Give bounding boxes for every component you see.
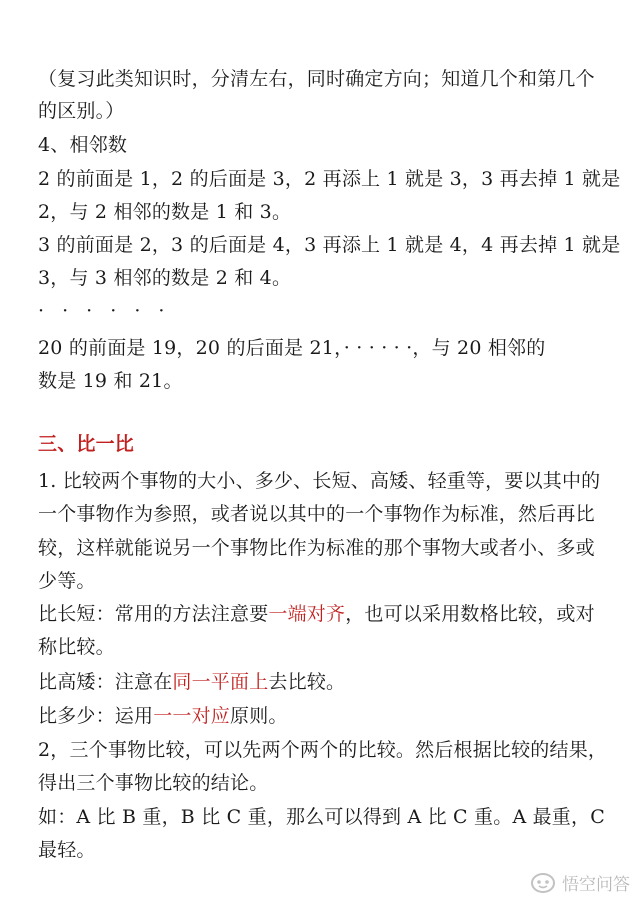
text-line: 一个事物作为参照，或者说以其中的一个事物作为标准，然后再比 [38,503,595,525]
text-line: 3，与 3 相邻的数是 2 和 4。 [38,267,292,289]
text-line: （复习此类知识时，分清左右，同时确定方向；知道几个和第几个 [38,68,595,90]
text-line [38,703,610,729]
text-line: 较，这样就能说另一个事物比作为标准的那个事物大或者小、多或 [38,537,595,559]
text-line: 20 的前面是 19，20 的后面是 21，· · · · · ·，与 20 相邻的 [38,337,546,359]
text-line: 2 的前面是 1，2 的后面是 3，2 再添上 1 就是 3，3 再去掉 1 就是 [38,168,621,190]
text-line [38,601,610,627]
text-line: 1. 比较两个事物的大小、多少、长短、高矮、轻重等，要以其中的 [38,470,601,492]
text-line: 3 的前面是 2，3 的后面是 4，3 再添上 1 就是 4，4 再去掉 1 就是 [38,234,621,256]
label-text: 比多少：运用 [38,705,154,727]
text-line: 的区别。） [38,100,125,122]
ellipsis-line: · · · · · · [38,300,171,322]
text-line: 如：A 比 B 重，B 比 C 重，那么可以得到 A 比 C 重。A 最重，C [38,806,605,828]
label-text: 比高矮：注意在 [38,671,173,693]
watermark-text: 悟空问答 [562,875,630,895]
text-line [38,669,610,695]
text-line: 2，与 2 相邻的数是 1 和 3。 [38,201,292,223]
body-text: 去比较。 [268,671,346,693]
section-subheading: 4、相邻数 [38,134,128,156]
highlight-text: 一端对齐 [268,603,346,625]
text-line: 最轻。 [38,839,96,861]
highlight-text: 一一对应 [153,705,231,727]
wukong-logo-icon [530,872,556,894]
text-line: 少等。 [38,570,96,592]
body-text: ，也可以采用数格比较，或对 [345,603,595,625]
text-line: 数是 19 和 21。 [38,370,183,392]
watermark [530,870,630,895]
text-line: 得出三个事物比较的结论。 [38,772,269,794]
body-text: 原则。 [230,705,288,727]
label-text: 比长短：常用的方法注意要 [38,603,269,625]
text-line: 称比较。 [38,636,115,658]
text-line: 2，三个事物比较，可以先两个两个的比较。然后根据比较的结果， [38,739,608,761]
section-heading: 三、比一比 [38,433,135,455]
highlight-text: 同一平面上 [172,671,269,693]
